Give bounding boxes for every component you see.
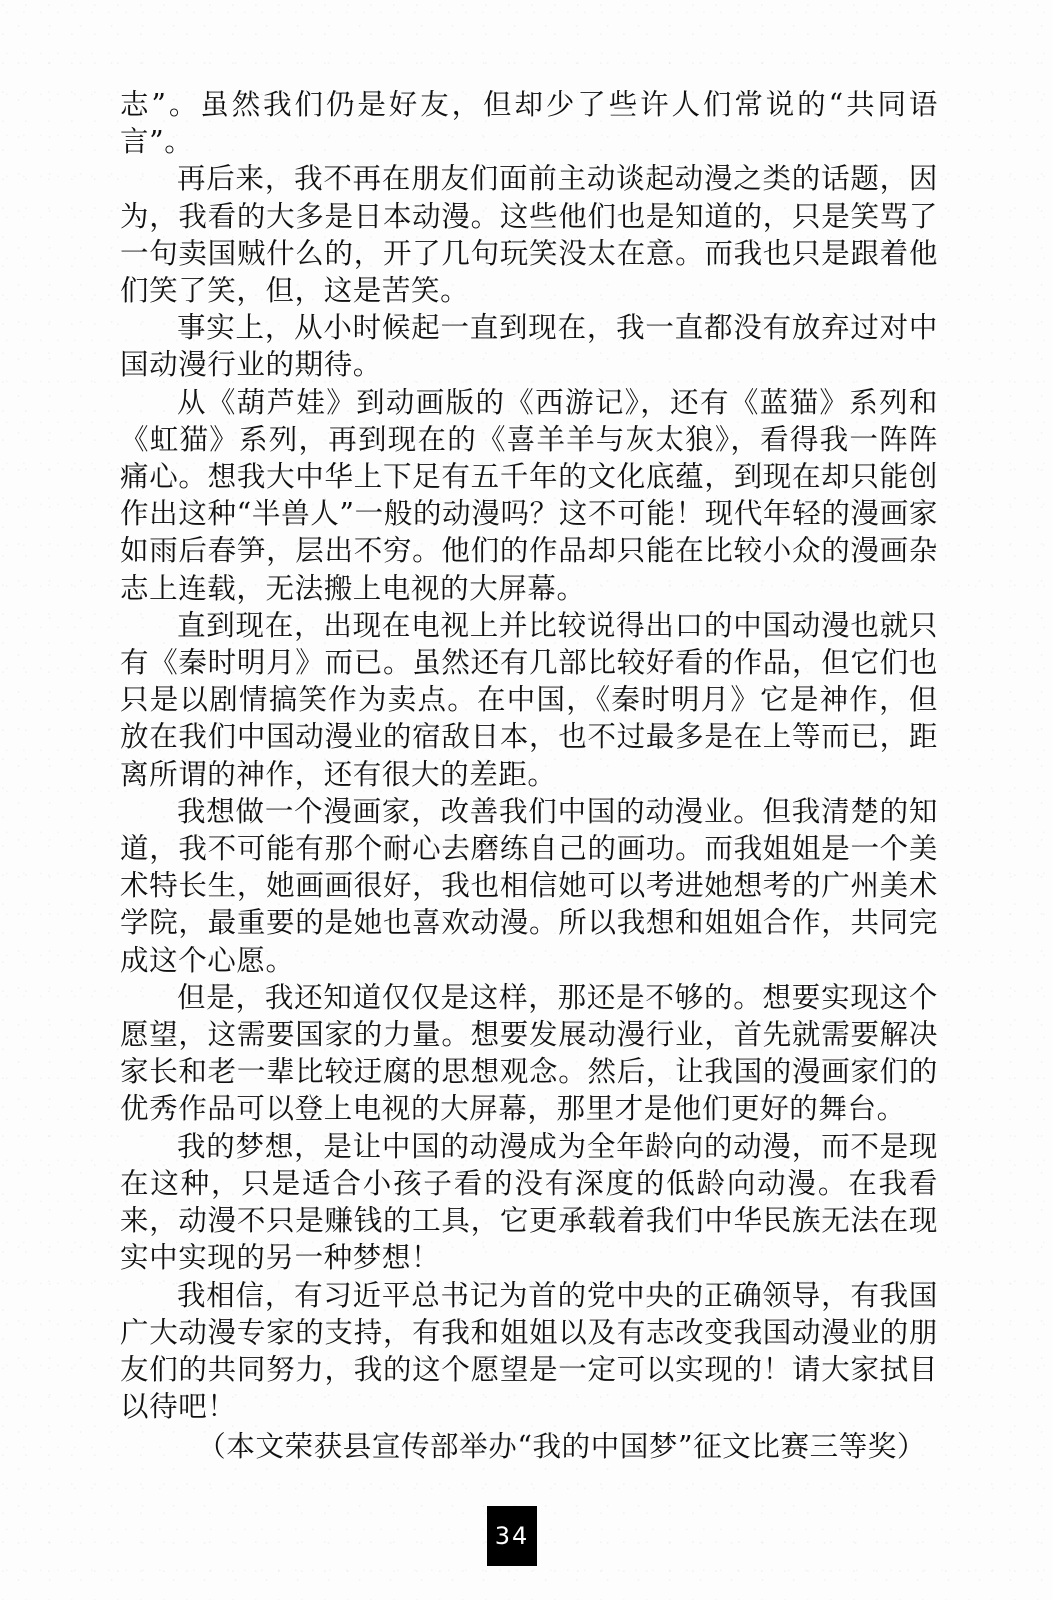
- award-note: （本文荣获县宣传部举办“我的中国梦”征文比赛三等奖）: [197, 1430, 926, 1464]
- paragraph-8: 我的梦想，是让中国的动漫成为全年龄向的动漫，而不是现在这种，只是适合小孩子看的没有深度的低龄向动漫。在我看来，动漫不只是赚钱的工具，它更承载着我们中华民族无法在现实中实现的另一种梦想！: [120, 1129, 938, 1275]
- paragraph-9: 我相信，有习近平总书记为首的党中央的正确领导，有我国广大动漫专家的支持，有我和姐姐以及有志改变我国动漫业的朋友们的共同努力，我的这个愿望是一定可以实现的！请大家拭目以待吧！: [120, 1278, 938, 1424]
- page-number: 34: [487, 1506, 537, 1566]
- paragraph-1: 志”。虽然我们仍是好友，但却少了些许人们常说的“共同语言”。: [120, 88, 938, 159]
- paragraph-5: 直到现在，出现在电视上并比较说得出口的中国动漫也就只有《秦时明月》而已。虽然还有几部比较好看的作品，但它们也只是以剧情搞笑作为卖点。在中国，《秦时明月》它是神作，但放在我们中国动漫业的宿敌日本，也不过最多是在上等而已，距离所谓的神作，还有很大的差距。: [120, 608, 938, 791]
- paragraph-2: 再后来，我不再在朋友们面前主动谈起动漫之类的话题，因为，我看的大多是日本动漫。这些他们也是知道的，只是笑骂了一句卖国贼什么的，开了几句玩笑没太在意。而我也只是跟着他们笑了笑，但，这是苦笑。: [120, 162, 938, 308]
- paragraph-7: 但是，我还知道仅仅是这样，那还是不够的。想要实现这个愿望，这需要国家的力量。想要发展动漫行业，首先就需要解决家长和老一辈比较迂腐的思想观念。然后，让我国的漫画家们的优秀作品可以登上电视的大屏幕，那里才是他们更好的舞台。: [120, 980, 938, 1126]
- paragraph-6: 我想做一个漫画家，改善我们中国的动漫业。但我清楚的知道，我不可能有那个耐心去磨练自己的画功。而我姐姐是一个美术特长生，她画画很好，我也相信她可以考进她想考的广州美术学院，最重要的是她也喜欢动漫。所以我想和姐姐合作，共同完成这个心愿。: [120, 794, 938, 977]
- article-body: [120, 86, 938, 1466]
- paragraph-4: 从《葫芦娃》到动画版的《西游记》，还有《蓝猫》系列和《虹猫》系列，再到现在的《喜羊羊与灰太狼》，看得我一阵阵痛心。想我大中华上下足有五千年的文化底蕴，到现在却只能创作出这种“半兽人”一般的动漫吗？这不可能！现代年轻的漫画家如雨后春笋，层出不穷。他们的作品却只能在比较小众的漫画杂志上连载，无法搬上电视的大屏幕。: [120, 385, 938, 605]
- paragraph-3: 事实上，从小时候起一直到现在，我一直都没有放弃过对中国动漫行业的期待。: [120, 311, 938, 382]
